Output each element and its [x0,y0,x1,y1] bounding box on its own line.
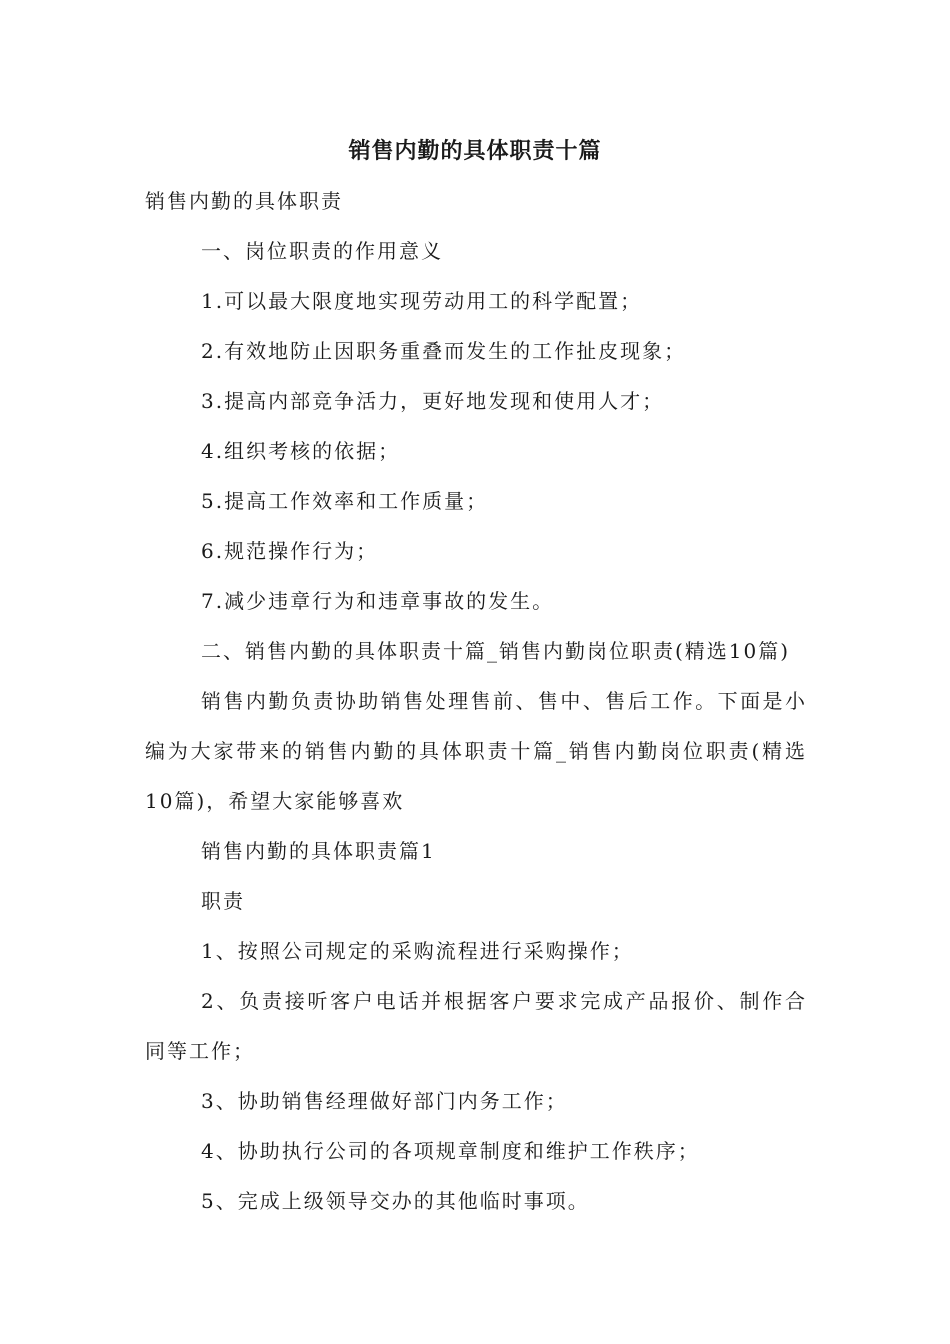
list-item: 4、协助执行公司的各项规章制度和维护工作秩序； [201,1139,700,1163]
duty-label: 职责 [201,889,245,913]
list-item: 4.组织考核的依据； [201,439,401,463]
list-item: 5、完成上级领导交办的其他临时事项。 [201,1189,590,1213]
list-item: 2、负责接听客户电话并根据客户要求完成产品报价、制作合同等工作； [145,989,807,1063]
section-1-title: 一、岗位职责的作用意义 [201,239,443,263]
list-item: 2.有效地防止因职务重叠而发生的工作扯皮现象； [201,339,687,363]
list-item: 6.规范操作行为； [201,539,379,563]
list-item: 1、按照公司规定的采购流程进行采购操作； [201,939,634,963]
list-item: 5.提高工作效率和工作质量； [201,489,489,513]
intro-paragraph: 销售内勤负责协助销售处理售前、售中、售后工作。下面是小编为大家带来的销售内勤的具体职责十篇_销售内勤岗位职责(精选10篇)，希望大家能够喜欢 [145,689,807,813]
list-item: 1.可以最大限度地实现劳动用工的科学配置； [201,289,643,313]
section-2-title: 二、销售内勤的具体职责十篇_销售内勤岗位职责(精选10篇) [201,639,791,663]
list-item: 3.提高内部竞争活力，更好地发现和使用人才； [201,389,665,413]
document-title: 销售内勤的具体职责十篇 [348,139,602,164]
list-item: 3、协助销售经理做好部门内务工作； [201,1089,568,1113]
chapter-1-title: 销售内勤的具体职责篇1 [201,839,436,863]
list-item: 7.减少违章行为和违章事故的发生。 [201,589,555,613]
document-heading: 销售内勤的具体职责 [145,189,343,213]
